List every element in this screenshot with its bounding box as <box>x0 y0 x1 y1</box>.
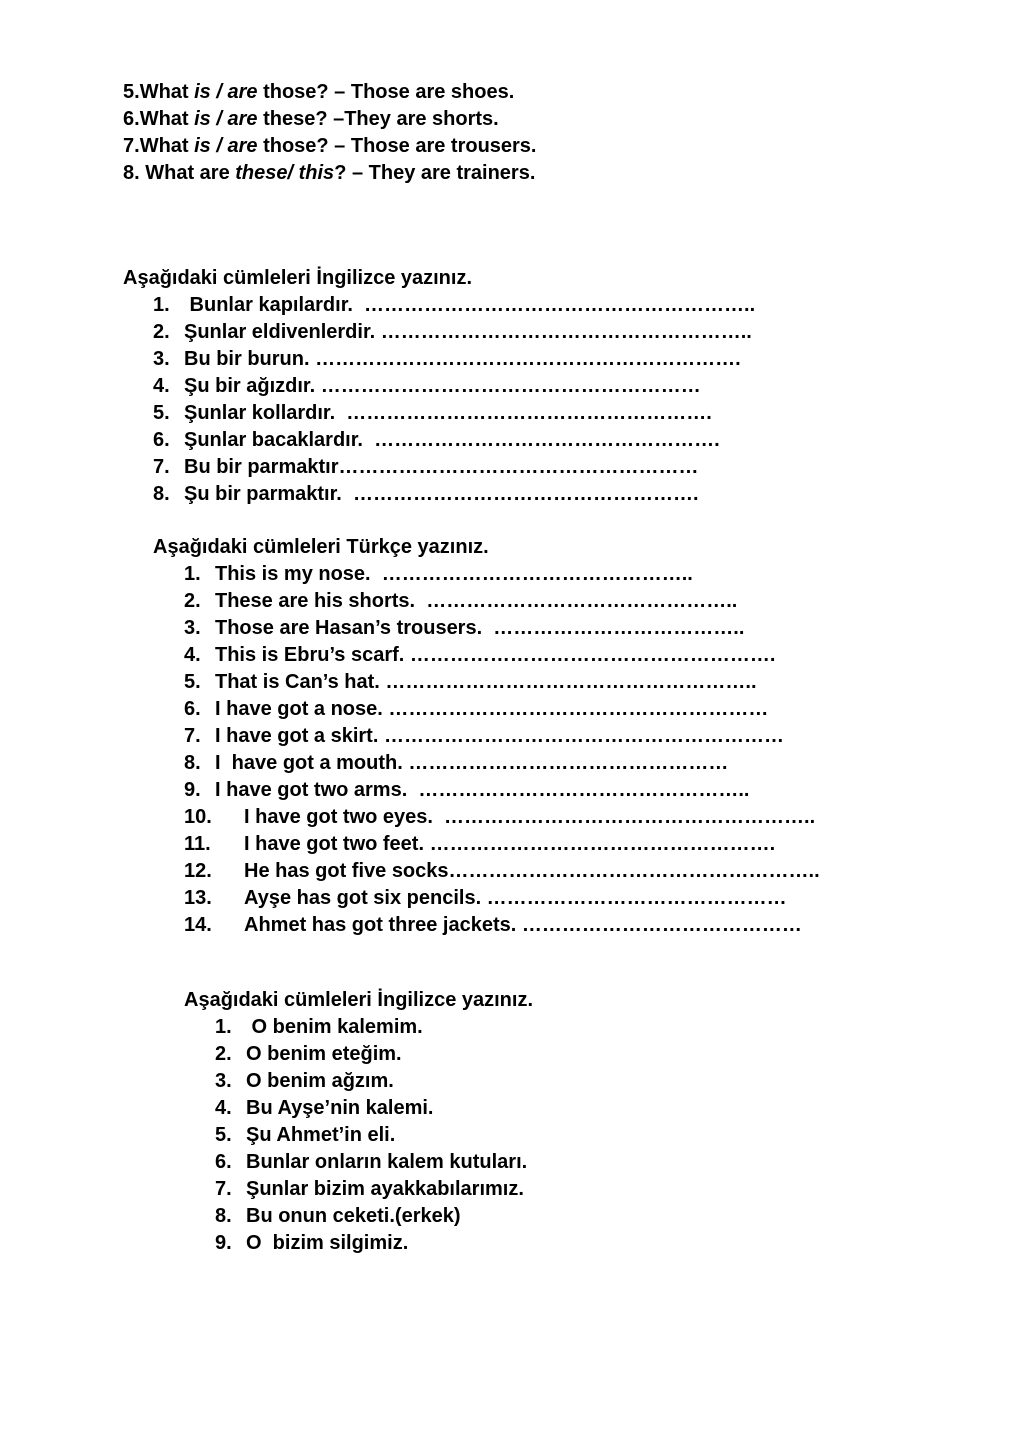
answer-line: 6.What is / are these? –They are shorts. <box>123 108 499 130</box>
answer-line: 8. What are these/ this? – They are trainers. <box>123 162 536 184</box>
section-title: Aşağıdaki cümleleri İngilizce yazınız. <box>184 989 534 1011</box>
section-title: Aşağıdaki cümleleri Türkçe yazınız. <box>153 536 489 558</box>
worksheet-page: 5.What is / are those? – Those are shoes. 6.What is / are these? –They are shorts. 7.What is / are those? – Those are trousers. 8. What are these/ this? – They are trainers. Aşağıdaki cümleleri İngilizce yazınız. 1. Bunlar kapılardır. ………………………………………………….. 2. Şunlar eldivenlerdir. ……………………………………………….. 3. Bu bir burun. ………………………………………………………. 4. Şu bir ağızdır. ………………………………………………… 5. Şunlar kollardır. ………………………………………………. 6. Şunlar bacaklardır. ……………………………………………. 7. Bu bir parmaktır……………………………………………… 8. Şu bir parmaktır. ……………………………………………. Aşağıdaki cümleleri Türkçe yazınız. 1. This is my nose. ……………………………………….. 2. These are his shorts. ……………………………………….. 3. Those are Hasan’s trousers. ……………………………….. 4. This is Ebru’s scarf. ………………………………………………. 5. That is Can’s hat. ……………………………………………….. 6. I have got a nose. ………………………………………………… 7. I have got a skirt. …………………………………………………… 8. I have got a mouth. ………………………………………… 9. I have got two arms. ………………………………………….. 10. I have got two eyes. ……………………………………………….. 11. I have got two feet. ……………………………………………. 12. He has got five socks……………………………………………….. 13. Ayşe has got six pencils. ……………………………………… 14. Ahmet has got three jackets. …………………………………… Aşağıdaki cümleleri İngilizce yazınız. 1. O benim kalemim. 2. O benim eteğim. 3. O benim ağzım. 4. Bu Ayşe’nin kalemi. 5. Şu Ahmet’in eli. 6. Bunlar onların kalem kutuları. 7. Şunlar bizim ayakkabılarımız. 8. Bu onun ceketi.(erkek) 9. O bizim silgimiz. <box>123 81 820 1254</box>
answer-line: 7.What is / are those? – Those are trousers. <box>123 135 537 157</box>
answer-line: 5.What is / are those? – Those are shoes. <box>123 81 515 103</box>
section-title: Aşağıdaki cümleleri İngilizce yazınız. <box>123 267 473 289</box>
